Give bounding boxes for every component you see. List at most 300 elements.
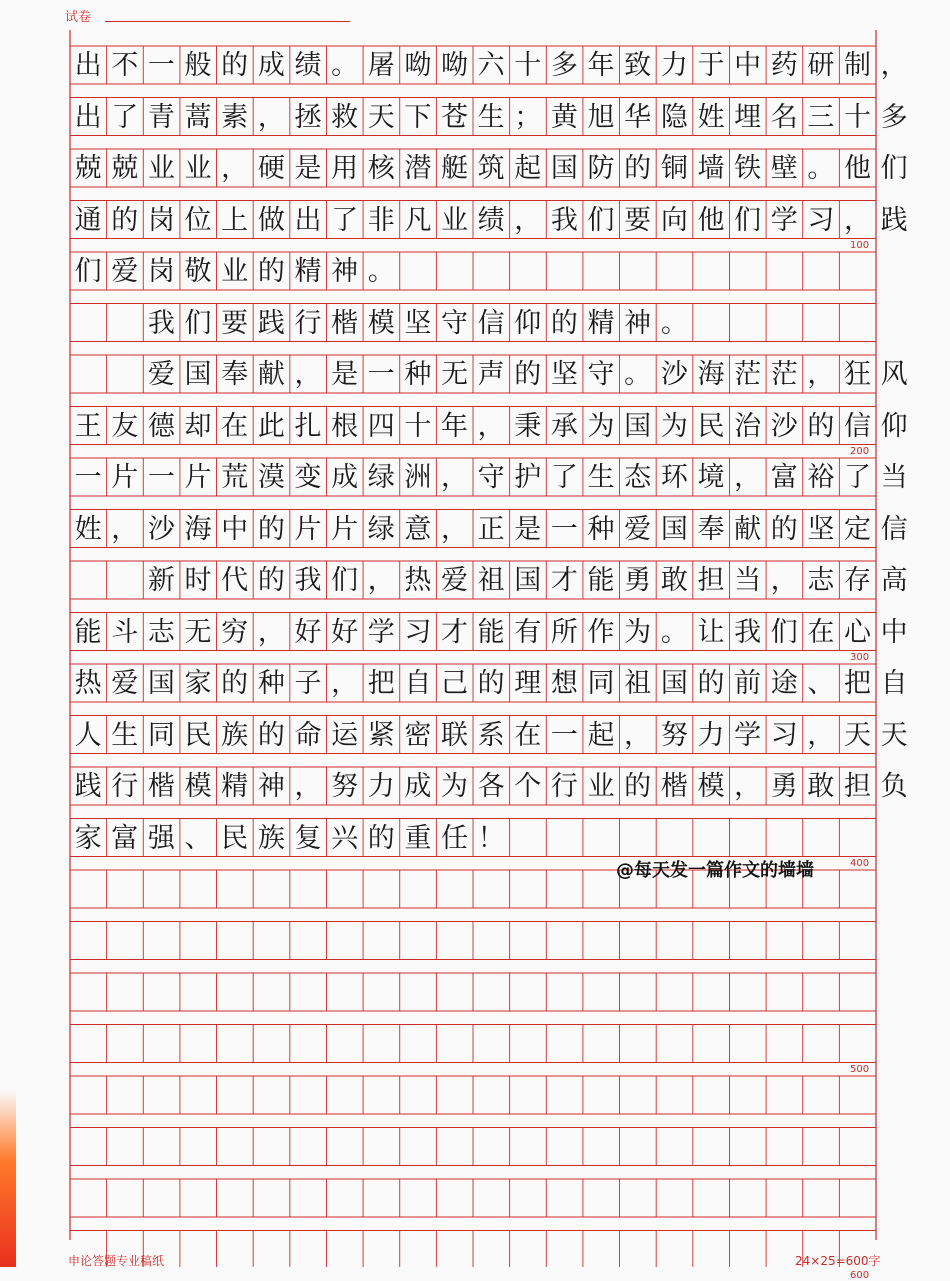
essay-character: 业: [147, 153, 175, 184]
essay-character: 国: [514, 565, 542, 596]
essay-character: 我: [550, 204, 578, 236]
essay-character: 们: [587, 204, 615, 236]
essay-character: 模: [184, 771, 212, 802]
essay-character: 了: [550, 462, 578, 493]
essay-character: 富: [770, 462, 798, 493]
essay-character: 。: [807, 153, 835, 184]
essay-character: 要: [221, 307, 249, 339]
essay-character: 环: [660, 462, 688, 493]
essay-character: ；: [514, 101, 542, 133]
count-mark: 200: [850, 445, 870, 457]
essay-character: 国: [147, 668, 175, 699]
essay-character: 学: [734, 719, 762, 751]
essay-character: 是: [331, 359, 359, 390]
essay-character: 神: [624, 307, 652, 339]
essay-character: 坚: [550, 359, 578, 390]
essay-character: 把: [844, 668, 871, 699]
essay-character: 海: [697, 359, 725, 390]
essay-character: 当: [734, 565, 762, 596]
essay-character: ，: [294, 359, 322, 390]
essay-character: 守: [587, 359, 615, 390]
essay-character: 强: [147, 822, 175, 854]
essay-character: 家: [74, 822, 102, 854]
essay-character: 重: [404, 822, 432, 854]
essay-character: 为: [660, 410, 688, 442]
essay-character: 防: [587, 153, 615, 184]
essay-character: 学: [770, 204, 798, 236]
essay-character: 片: [331, 513, 359, 545]
essay-character: 治: [734, 410, 762, 442]
essay-character: 我: [734, 616, 762, 648]
essay-character: 硬: [257, 153, 285, 184]
essay-character: ，: [477, 410, 505, 442]
essay-character: 片: [111, 462, 139, 493]
essay-character: 青: [147, 101, 175, 133]
essay-character: 多: [550, 50, 578, 81]
essay-character: 沙: [660, 359, 688, 390]
essay-character: 种: [587, 513, 615, 545]
essay-character: 此: [257, 410, 285, 442]
essay-character: 想: [550, 668, 578, 699]
essay-character: 正: [477, 513, 505, 545]
essay-character: 铁: [734, 153, 762, 184]
essay-character: 种: [404, 359, 432, 390]
essay-character: 一: [74, 462, 102, 493]
essay-character: 拯: [294, 101, 322, 133]
essay-character: 们: [880, 153, 908, 184]
essay-character: 力: [367, 771, 395, 802]
essay-character: 命: [294, 719, 322, 751]
essay-character: 的: [770, 513, 798, 545]
essay-character: 们: [184, 307, 212, 339]
essay-character: 穷: [221, 616, 249, 648]
essay-character: ，: [514, 204, 542, 236]
essay-character: 非: [367, 204, 395, 236]
essay-character: ，: [807, 359, 835, 390]
essay-character: ，: [367, 565, 395, 596]
essay-character: 民: [184, 719, 212, 751]
essay-character: 的: [624, 153, 652, 184]
essay-character: 坚: [404, 307, 432, 339]
essay-character: 定: [844, 513, 871, 545]
essay-character: 为: [587, 410, 615, 442]
essay-character: 却: [184, 410, 212, 442]
essay-character: ，: [624, 719, 652, 751]
essay-character: 是: [294, 153, 322, 184]
essay-character: 岗: [147, 256, 175, 287]
essay-character: 业: [221, 256, 249, 287]
essay-character: 中: [880, 616, 908, 648]
essay-character: 族: [257, 822, 285, 854]
essay-character: 的: [477, 668, 505, 699]
essay-character: 无: [441, 359, 468, 390]
essay-character: 致: [624, 50, 652, 81]
essay-character: 信: [880, 513, 908, 545]
essay-character: 才: [550, 565, 578, 596]
essay-character: 向: [660, 204, 688, 236]
essay-character: 承: [550, 410, 578, 442]
essay-character: 的: [697, 668, 725, 699]
essay-character: 所: [550, 616, 578, 648]
essay-character: 的: [257, 513, 285, 545]
essay-character: 在: [221, 410, 249, 442]
essay-character: 荒: [221, 462, 249, 493]
essay-character: 自: [880, 668, 908, 699]
essay-character: 才: [441, 616, 468, 648]
essay-character: 代: [221, 565, 249, 596]
essay-character: 信: [844, 410, 871, 442]
essay-character: 狂: [844, 359, 871, 390]
essay-character: 护: [514, 462, 542, 493]
essay-character: 药: [770, 50, 798, 81]
essay-character: 为: [441, 771, 468, 802]
essay-character: 的: [221, 668, 249, 699]
essay-character: 一: [367, 359, 395, 390]
essay-character: 能: [74, 616, 102, 648]
essay-character: 绩: [477, 204, 505, 236]
essay-character: 他: [844, 153, 871, 184]
essay-character: ，: [844, 204, 871, 236]
essay-character: 救: [331, 101, 359, 133]
footer-paper-name: 申论答题专业稿纸: [68, 1254, 165, 1268]
essay-character: 中: [221, 513, 249, 545]
essay-character: 国: [660, 513, 688, 545]
essay-character: 楷: [331, 307, 359, 339]
essay-character: 蒿: [184, 101, 212, 133]
essay-character: 为: [624, 616, 652, 648]
essay-character: 们: [331, 565, 359, 596]
essay-character: 素: [221, 101, 249, 133]
essay-character: 践: [257, 307, 285, 339]
essay-character: 上: [221, 204, 249, 236]
essay-character: 的: [514, 359, 542, 390]
essay-character: 苍: [441, 101, 468, 133]
essay-character: 态: [624, 462, 652, 493]
essay-character: 有: [514, 616, 542, 648]
essay-character: 的: [221, 50, 249, 81]
essay-character: 理: [514, 668, 542, 699]
essay-character: 业: [441, 204, 468, 236]
essay-character: 学: [367, 616, 395, 648]
essay-character: ，: [734, 462, 762, 493]
essay-character: 祖: [624, 668, 652, 699]
essay-character: 片: [294, 513, 322, 545]
essay-character: 在: [514, 719, 542, 751]
essay-character: 做: [257, 204, 285, 236]
essay-character: 凡: [404, 204, 432, 236]
essay-character: 任: [441, 822, 468, 854]
essay-character: 们: [74, 256, 102, 287]
essay-character: 天: [367, 101, 395, 133]
essay-character: 自: [404, 668, 432, 699]
essay-character: 斗: [111, 616, 139, 648]
essay-character: 们: [734, 204, 762, 236]
essay-character: 能: [477, 616, 505, 648]
essay-character: 守: [477, 462, 505, 493]
essay-character: 爱: [111, 256, 139, 287]
essay-character: ，: [257, 616, 285, 648]
essay-character: 兢: [74, 153, 102, 184]
essay-character: 民: [697, 410, 725, 442]
essay-character: 守: [441, 307, 468, 339]
essay-character: 热: [74, 668, 102, 699]
essay-character: 艇: [441, 153, 468, 184]
essay-character: 系: [477, 719, 505, 751]
essay-character: 了: [331, 204, 359, 236]
essay-character: 制: [844, 50, 871, 81]
essay-character: 习: [404, 616, 432, 648]
essay-character: 敢: [660, 565, 688, 596]
essay-character: 茫: [770, 359, 798, 390]
essay-character: 十: [844, 101, 871, 133]
essay-character: 呦: [404, 50, 432, 81]
essay-character: 用: [331, 153, 359, 184]
essay-character: 高: [880, 565, 908, 596]
essay-character: 沙: [147, 513, 175, 545]
essay-character: 片: [184, 462, 212, 493]
essay-character: 。: [660, 616, 688, 648]
essay-character: 敢: [807, 771, 835, 802]
essay-character: 的: [257, 565, 285, 596]
essay-character: 负: [880, 771, 908, 802]
essay-character: 热: [404, 565, 432, 596]
essay-character: 努: [331, 771, 359, 802]
essay-character: 人: [74, 719, 102, 751]
essay-character: 秉: [514, 410, 542, 442]
essay-character: 努: [660, 719, 688, 751]
essay-character: 让: [697, 616, 725, 648]
essay-character: 海: [184, 513, 212, 545]
essay-character: 岗: [147, 204, 175, 236]
essay-character: 习: [807, 204, 835, 236]
essay-character: 姓: [74, 513, 102, 545]
essay-character: 十: [514, 50, 542, 81]
essay-character: 出: [294, 204, 322, 236]
essay-character: 奉: [697, 513, 725, 545]
essay-character: 于: [697, 50, 725, 81]
essay-character: 业: [184, 153, 212, 184]
essay-character: 紧: [367, 719, 395, 751]
essay-character: 筑: [477, 153, 505, 184]
essay-character: 了: [844, 462, 871, 493]
essay-character: 国: [550, 153, 578, 184]
essay-character: 楷: [147, 771, 175, 802]
essay-character: 墙: [697, 153, 725, 184]
essay-character: 兢: [111, 153, 139, 184]
essay-character: 个: [514, 771, 542, 802]
essay-character: 我: [294, 565, 322, 596]
essay-character: 无: [184, 616, 212, 648]
essay-character: 好: [331, 616, 359, 648]
essay-character: 茫: [734, 359, 762, 390]
essay-character: 己: [441, 668, 468, 699]
essay-character: 国: [624, 410, 652, 442]
essay-character: 力: [697, 719, 725, 751]
author-watermark: @每天发一篇作文的墙墙: [616, 860, 814, 881]
essay-character: 壁: [770, 153, 798, 184]
essay-character: 出: [74, 101, 102, 133]
header-label: 试卷: [65, 10, 92, 25]
essay-character: 黄: [550, 101, 578, 133]
essay-character: 新: [147, 565, 175, 596]
essay-character: 神: [331, 256, 359, 287]
essay-character: 研: [807, 50, 835, 81]
essay-character: 年: [441, 410, 468, 442]
essay-character: 族: [221, 719, 249, 751]
essay-character: 爱: [624, 513, 652, 545]
essay-character: 爱: [111, 668, 139, 699]
essay-character: 仰: [514, 307, 542, 339]
essay-character: 精: [587, 307, 615, 339]
essay-character: ，: [880, 50, 908, 81]
essay-character: 。: [331, 50, 359, 81]
essay-character: 模: [697, 771, 725, 802]
essay-character: 信: [477, 307, 505, 339]
essay-character: ，: [770, 565, 798, 596]
essay-character: 心: [844, 616, 871, 648]
essay-character: 裕: [807, 462, 835, 493]
essay-character: 作: [587, 616, 615, 648]
essay-character: 力: [660, 50, 688, 81]
essay-character: 德: [147, 410, 175, 442]
essay-character: 一: [147, 462, 175, 493]
essay-character: 生: [477, 101, 505, 133]
essay-character: 富: [111, 822, 139, 854]
essay-character: ，: [111, 513, 139, 545]
essay-character: 家: [184, 668, 212, 699]
essay-character: 年: [587, 50, 615, 81]
essay-character: ，: [441, 513, 468, 545]
essay-character: 志: [807, 565, 835, 596]
essay-character: 十: [404, 410, 432, 442]
essay-character: 献: [734, 513, 762, 545]
essay-character: 复: [294, 822, 322, 854]
essay-character: 国: [184, 359, 212, 390]
essay-character: 位: [184, 204, 212, 236]
essay-character: 声: [477, 359, 505, 390]
essay-character: 我: [147, 307, 175, 339]
essay-character: 种: [257, 668, 285, 699]
essay-character: 屠: [367, 50, 395, 81]
essay-character: 精: [221, 771, 249, 802]
essay-character: 绩: [294, 50, 322, 81]
essay-character: 习: [770, 719, 798, 751]
essay-character: ，: [441, 462, 468, 493]
essay-character: ，: [331, 668, 359, 699]
essay-character: 名: [770, 101, 798, 133]
essay-character: 。: [624, 359, 652, 390]
essay-character: 能: [587, 565, 615, 596]
essay-character: 中: [734, 50, 762, 81]
essay-character: 境: [697, 462, 725, 493]
essay-character: 联: [441, 719, 468, 751]
essay-character: 的: [257, 256, 285, 287]
essay-character: 意: [404, 513, 432, 545]
essay-character: 旭: [587, 101, 615, 133]
essay-character: 行: [111, 771, 139, 802]
essay-character: 坚: [807, 513, 835, 545]
essay-character: 洲: [404, 462, 432, 493]
essay-character: 好: [294, 616, 322, 648]
essay-character: 同: [147, 719, 175, 751]
count-mark: 300: [850, 651, 870, 663]
essay-character: 志: [147, 616, 175, 648]
essay-character: 民: [221, 822, 249, 854]
essay-character: 献: [257, 359, 285, 390]
essay-character: ，: [734, 771, 762, 802]
essay-character: 途: [770, 668, 798, 699]
essay-character: 是: [514, 513, 542, 545]
essay-character: 前: [734, 668, 762, 699]
essay-character: 兴: [331, 822, 359, 854]
essay-character: 绿: [367, 462, 395, 493]
essay-character: 们: [770, 616, 798, 648]
essay-character: ！: [477, 822, 505, 854]
essay-character: 在: [807, 616, 835, 648]
count-mark: 400: [850, 857, 870, 869]
essay-character: 祖: [477, 565, 505, 596]
essay-character: 华: [624, 101, 652, 133]
essay-character: 成: [404, 771, 432, 802]
essay-character: 风: [880, 359, 908, 390]
essay-character: 把: [367, 668, 395, 699]
essay-character: 成: [257, 50, 285, 81]
essay-character: 模: [367, 307, 395, 339]
count-mark: 600: [850, 1269, 870, 1281]
essay-character: 天: [880, 719, 908, 751]
essay-character: 铜: [660, 153, 688, 184]
essay-character: 担: [844, 771, 871, 802]
essay-character: 隐: [660, 101, 688, 133]
essay-character: 要: [624, 204, 652, 236]
essay-character: 行: [550, 771, 578, 802]
essay-character: 时: [184, 565, 212, 596]
essay-character: 通: [74, 204, 102, 236]
essay-character: ，: [257, 101, 285, 133]
essay-character: 扎: [294, 410, 322, 442]
essay-character: 。: [660, 307, 688, 339]
essay-character: 的: [807, 410, 835, 442]
essay-character: 、: [184, 822, 212, 854]
essay-character: 担: [697, 565, 725, 596]
essay-character: ，: [294, 771, 322, 802]
essay-character: 六: [477, 50, 505, 81]
essay-character: 爱: [441, 565, 468, 596]
essay-character: 出: [74, 50, 102, 81]
essay-character: 。: [367, 256, 395, 287]
essay-character: 变: [294, 462, 322, 493]
footer-grid-spec: 24×25=600字: [795, 1254, 881, 1268]
essay-character: 神: [257, 771, 285, 802]
essay-character: 运: [331, 719, 359, 751]
essay-character: ，: [221, 153, 249, 184]
essay-character: 行: [294, 307, 322, 339]
essay-character: 绿: [367, 513, 395, 545]
essay-character: 漠: [257, 462, 285, 493]
essay-character: 般: [184, 50, 212, 81]
essay-character: 下: [404, 101, 432, 133]
essay-character: 了: [111, 101, 139, 133]
essay-character: 埋: [734, 101, 762, 133]
essay-character: 仰: [880, 410, 908, 442]
essay-character: 国: [660, 668, 688, 699]
essay-character: 践: [74, 771, 102, 802]
essay-character: 各: [477, 771, 505, 802]
essay-character: 当: [880, 462, 908, 493]
essay-character: 多: [880, 101, 908, 133]
essay-character: 起: [587, 719, 615, 751]
essay-character: 楷: [660, 771, 688, 802]
